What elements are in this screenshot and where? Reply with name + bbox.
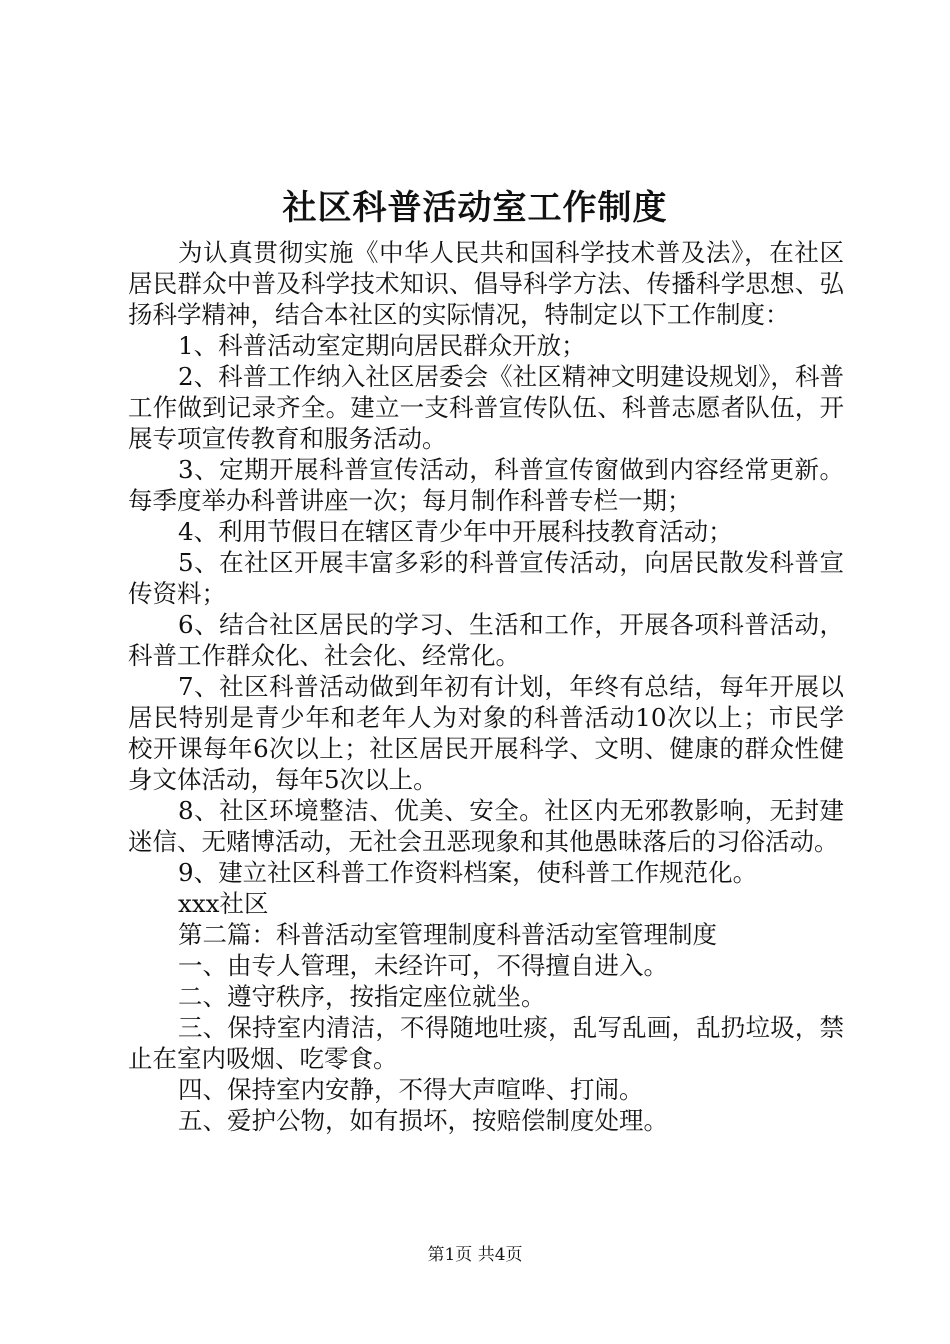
rule-item-6: 6、结合社区居民的学习、生活和工作，开展各项科普活动，科普工作群众化、社会化、经常化。 <box>128 610 844 670</box>
rule-item-1: 1、科普活动室定期向居民群众开放； <box>178 331 586 360</box>
management-rule-2: 二、遵守秩序，按指定座位就坐。 <box>178 982 546 1011</box>
management-rule-4: 四、保持室内安静，不得大声喧哗、打闹。 <box>178 1075 644 1104</box>
section-heading: 第二篇：科普活动室管理制度科普活动室管理制度 <box>178 920 717 949</box>
page-footer: 第1页 共4页 <box>427 1245 523 1265</box>
document-title: 社区科普活动室工作制度 <box>282 188 668 228</box>
rule-item-3: 3、定期开展科普宣传活动，科普宣传窗做到内容经常更新。每季度举办科普讲座一次；每月制作科普专栏一期； <box>128 455 844 515</box>
intro-paragraph: 为认真贯彻实施《中华人民共和国科学技术普及法》，在社区居民群众中普及科学技术知识、倡导科学方法、传播科学思想、弘扬科学精神，结合本社区的实际情况，特制定以下工作制度： <box>128 238 844 329</box>
management-rule-3: 三、保持室内清洁，不得随地吐痰，乱写乱画，乱扔垃圾，禁止在室内吸烟、吃零食。 <box>128 1013 844 1073</box>
document-body <box>128 237 844 1136</box>
rule-item-2: 2、科普工作纳入社区居委会《社区精神文明建设规划》，科普工作做到记录齐全。建立一支科普宣传队伍、科普志愿者队伍，开展专项宣传教育和服务活动。 <box>128 362 844 453</box>
management-rule-5: 五、爱护公物，如有损坏，按赔偿制度处理。 <box>178 1106 668 1135</box>
signature-line: xxx社区 <box>178 889 269 918</box>
management-rule-1: 一、由专人管理，未经许可，不得擅自进入。 <box>178 951 668 980</box>
rule-item-9: 9、建立社区科普工作资料档案，使科普工作规范化。 <box>178 858 758 887</box>
rule-item-4: 4、利用节假日在辖区青少年中开展科技教育活动； <box>178 517 733 546</box>
rule-item-5: 5、在社区开展丰富多彩的科普宣传活动，向居民散发科普宣传资料； <box>128 548 844 608</box>
rule-item-8: 8、社区环境整洁、优美、安全。社区内无邪教影响，无封建迷信、无赌博活动，无社会丑恶现象和其他愚昧落后的习俗活动。 <box>128 796 844 856</box>
rule-item-7: 7、社区科普活动做到年初有计划，年终有总结，每年开展以居民特别是青少年和老年人为对象的科普活动10次以上；市民学校开课每年6次以上；社区居民开展科学、文明、健康的群众性健身文体活动，每年5次以上。 <box>128 672 844 794</box>
